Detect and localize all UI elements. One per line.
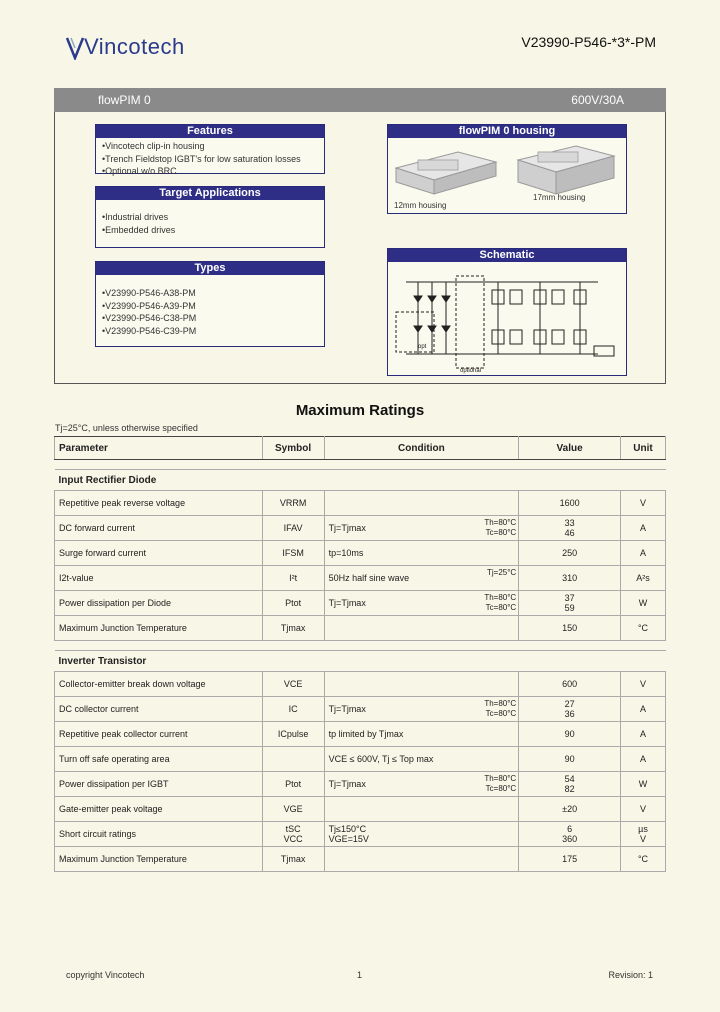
- vincotech-logo-icon: [66, 36, 84, 60]
- temp-cond-2: Tc=80°C: [485, 784, 517, 793]
- condition: 50Hz half sine wave: [328, 573, 410, 583]
- table-row: [55, 822, 666, 847]
- product-name: flowPIM 0: [98, 93, 151, 107]
- table-row: [55, 616, 666, 641]
- col-condition: Condition: [324, 437, 519, 460]
- temp-cond-2: Tc=80°C: [485, 528, 517, 537]
- unit: A: [640, 704, 647, 714]
- unit: µs: [638, 824, 648, 834]
- ntc-region: [396, 312, 434, 352]
- value-2: 82: [564, 784, 575, 794]
- applications-title: Target Applications: [96, 187, 324, 200]
- types-box: [95, 261, 325, 347]
- table-row: [55, 516, 666, 541]
- param-name: Short circuit ratings: [59, 829, 137, 839]
- unit: A: [640, 729, 647, 739]
- symbol: Ptot: [285, 598, 302, 608]
- symbol: IFAV: [283, 523, 303, 533]
- unit: °C: [637, 854, 649, 864]
- ratings-title: Maximum Ratings: [295, 402, 425, 419]
- param-name: Power dissipation per IGBT: [59, 779, 169, 789]
- value: 37: [564, 593, 575, 603]
- col-parameter: Parameter: [55, 437, 263, 460]
- value-2: 46: [564, 528, 575, 538]
- temp-cond-2: Tc=80°C: [485, 603, 517, 612]
- table-row: [55, 541, 666, 566]
- col-value: Value: [519, 437, 621, 460]
- condition: Tj=Tjmax: [328, 779, 366, 789]
- features-title: Features: [96, 125, 324, 138]
- value: 150: [562, 623, 578, 633]
- unit: W: [638, 598, 648, 608]
- value: 90: [564, 754, 575, 764]
- applications-box: [95, 186, 325, 248]
- value: 1600: [559, 498, 580, 508]
- application-item: • Industrial drives: [102, 211, 324, 224]
- table-row: [55, 772, 666, 797]
- symbol: tSC: [285, 824, 301, 834]
- inverter-igbts: [492, 282, 586, 354]
- symbol: Ptot: [285, 779, 302, 789]
- housing-box: [387, 124, 627, 214]
- footer-page-number: 1: [357, 970, 363, 980]
- housing-caption-12mm: 12mm housing: [394, 201, 447, 210]
- feature-item: • Vincotech clip-in housing: [102, 140, 324, 153]
- param-name: Gate-emitter peak voltage: [59, 804, 163, 814]
- table-row: [55, 491, 666, 516]
- value-2: 360: [562, 834, 578, 844]
- table-row: [55, 591, 666, 616]
- condition: Tj≤150°C: [328, 824, 367, 834]
- housing-photos: [388, 138, 626, 213]
- condition: Tj=Tjmax: [328, 598, 366, 608]
- unit: A²s: [636, 573, 650, 583]
- footer-copyright: copyright Vincotech: [66, 970, 145, 980]
- value: 54: [564, 774, 575, 784]
- unit: W: [638, 779, 648, 789]
- value: 6: [567, 824, 573, 834]
- schematic-diagram: [388, 262, 626, 374]
- condition: tp limited by Tjmax: [328, 729, 404, 739]
- symbol: Tjmax: [280, 854, 306, 864]
- section-inverter: Inverter Transistor: [55, 651, 666, 672]
- unit: A: [640, 523, 647, 533]
- unit: °C: [637, 623, 649, 633]
- table-row: [55, 697, 666, 722]
- table-row: [55, 847, 666, 872]
- unit: V: [640, 804, 647, 814]
- product-banner: [54, 88, 666, 112]
- value: 27: [564, 699, 575, 709]
- param-name: Maximum Junction Temperature: [59, 854, 187, 864]
- feature-item: • Trench Fieldstop IGBT's for low saturation losses: [102, 153, 324, 166]
- param-name: Turn off safe operating area: [59, 754, 170, 764]
- param-name: Repetitive peak collector current: [59, 729, 188, 739]
- param-name: Collector-emitter break down voltage: [59, 679, 206, 689]
- footer-revision: Revision: 1: [608, 970, 653, 980]
- schematic-opt-label: opt: [418, 344, 427, 350]
- temp-cond: Th=80°C: [484, 699, 517, 708]
- param-name: Surge forward current: [59, 548, 147, 558]
- product-rating: 600V/30A: [571, 93, 624, 107]
- unit-2: V: [640, 834, 647, 844]
- ratings-condition-note: Tj=25°C, unless otherwise specified: [55, 423, 198, 433]
- features-box: [95, 124, 325, 174]
- schematic-optional-label: optional: [460, 368, 482, 374]
- symbol: VCE: [283, 679, 303, 689]
- table-row: [55, 672, 666, 697]
- symbol: IC: [288, 704, 298, 714]
- value: 33: [564, 518, 575, 528]
- type-item: • V23990-P546-A38-PM: [102, 287, 324, 300]
- symbol: IFSM: [282, 548, 304, 558]
- table-row: [55, 797, 666, 822]
- schematic-title: Schematic: [388, 249, 626, 262]
- condition: VCE ≤ 600V, Tj ≤ Top max: [328, 754, 434, 764]
- param-name: Maximum Junction Temperature: [59, 623, 187, 633]
- temp-cond: Tj=25°C: [486, 568, 517, 577]
- type-item: • V23990-P546-A39-PM: [102, 300, 324, 313]
- symbol: Tjmax: [280, 623, 306, 633]
- temp-cond: Th=80°C: [484, 593, 517, 602]
- table-row: [55, 747, 666, 772]
- table-row: [55, 566, 666, 591]
- symbol: I²t: [289, 573, 298, 583]
- types-title: Types: [96, 262, 324, 275]
- condition: Tj=Tjmax: [328, 704, 366, 714]
- unit: V: [640, 679, 647, 689]
- housing-caption-17mm: 17mm housing: [533, 193, 586, 202]
- condition-2: VGE=15V: [328, 834, 369, 844]
- value: 90: [564, 729, 575, 739]
- value-2: 36: [564, 709, 575, 719]
- brand-name: Vincotech: [84, 34, 185, 59]
- value-2: 59: [564, 603, 575, 613]
- unit: A: [640, 754, 647, 764]
- value: ±20: [562, 804, 578, 814]
- symbol: VRRM: [279, 498, 307, 508]
- symbol: ICpulse: [277, 729, 309, 739]
- value: 175: [562, 854, 578, 864]
- condition: Tj=Tjmax: [328, 523, 366, 533]
- value: 310: [562, 573, 578, 583]
- housing-17mm-image: [518, 146, 614, 194]
- param-name: DC collector current: [59, 704, 139, 714]
- brand-logo: [66, 34, 185, 60]
- param-name: Repetitive peak reverse voltage: [59, 498, 186, 508]
- housing-title: flowPIM 0 housing: [388, 125, 626, 138]
- value: 600: [562, 679, 578, 689]
- table-row: [55, 722, 666, 747]
- type-item: • V23990-P546-C39-PM: [102, 325, 324, 338]
- condition: tp=10ms: [328, 548, 364, 558]
- unit: A: [640, 548, 647, 558]
- feature-item: • Optional w/o BRC: [102, 165, 324, 178]
- unit: V: [640, 498, 647, 508]
- ratings-table: [54, 436, 666, 872]
- param-name: Power dissipation per Diode: [59, 598, 172, 608]
- type-item: • V23990-P546-C38-PM: [102, 312, 324, 325]
- symbol-2: VCC: [283, 834, 303, 844]
- param-name: I2t-value: [59, 573, 94, 583]
- param-name: DC forward current: [59, 523, 136, 533]
- col-unit: Unit: [621, 437, 666, 460]
- temp-cond: Th=80°C: [484, 518, 517, 527]
- section-rectifier: Input Rectifier Diode: [55, 470, 666, 491]
- document-id: V23990-P546-*3*-PM: [521, 34, 656, 50]
- value: 250: [562, 548, 578, 558]
- schematic-box: [387, 248, 627, 376]
- table-header-row: [55, 437, 666, 460]
- temp-cond-2: Tc=80°C: [485, 709, 517, 718]
- housing-12mm-image: [396, 152, 496, 194]
- application-item: • Embedded drives: [102, 224, 324, 237]
- col-symbol: Symbol: [262, 437, 324, 460]
- symbol: VGE: [283, 804, 303, 814]
- temp-cond: Th=80°C: [484, 774, 517, 783]
